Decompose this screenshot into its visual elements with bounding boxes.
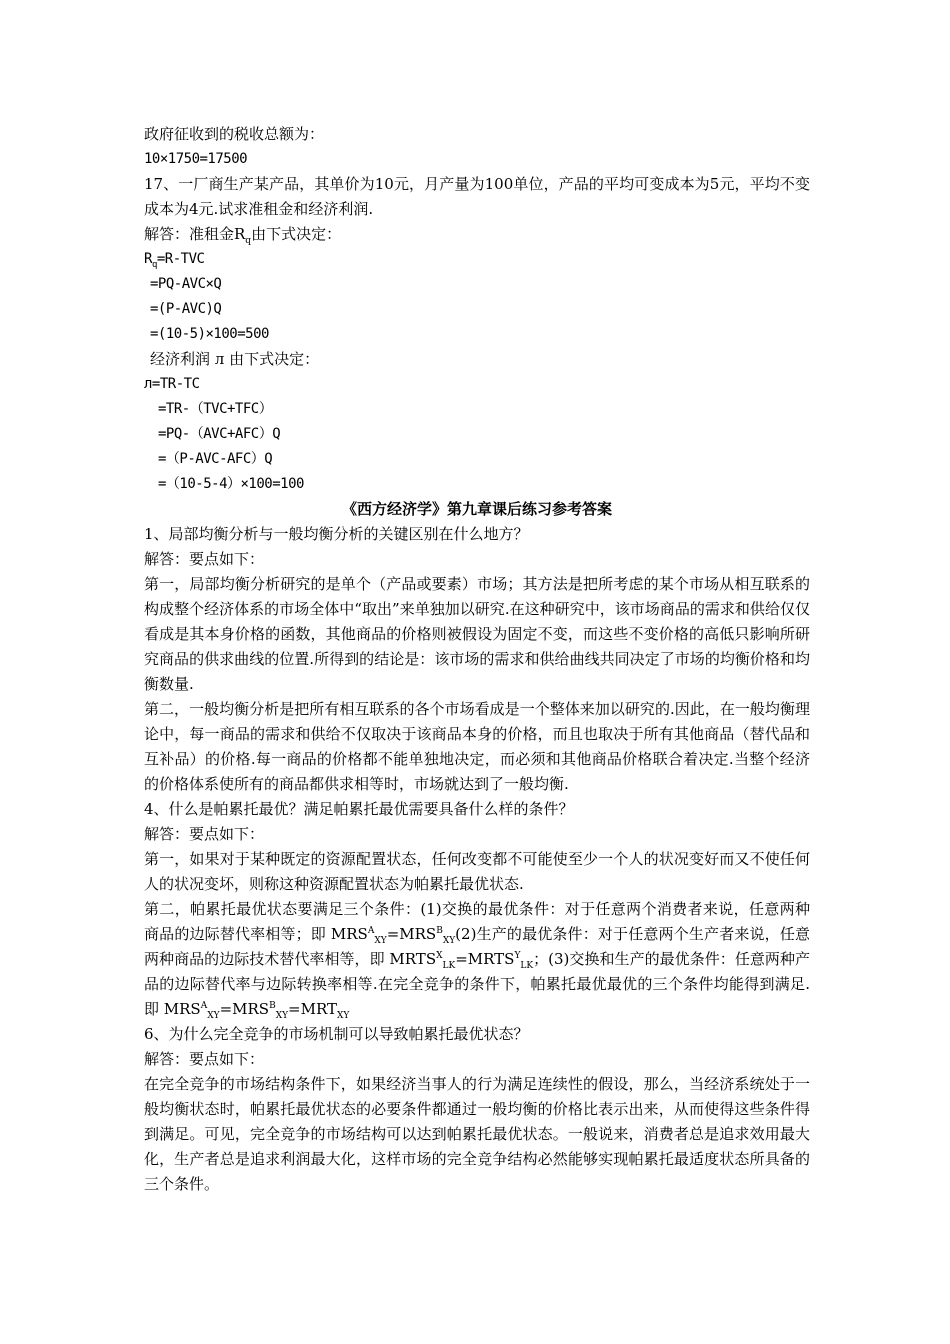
question-6-paragraph-1: 在完全竞争的市场结构条件下，如果经济当事人的行为满足连续性的假设，那么，当经济系统处于一般均衡状态时，帕累托最优状态的必要条件都通过一般均衡的价格比表示出来，从而使得这些条件得到满足。可见，完全竞争的市场结构可以达到帕累托最优状态。一般说来，消费者总是追求效用最大化，生产者总是追求利润最大化，这样市场的完全竞争结构必然能够实现帕累托最适度状态所具备的三个条件。 (144, 1075, 810, 1193)
answer-17-intro: 解答：准租金$R_q$由下式决定： (144, 225, 342, 246)
equation-profit-3: =PQ-（AVC+AFC）Q (158, 426, 281, 442)
question-6-answer-label: 解答：要点如下： (144, 1050, 265, 1068)
chapter-heading: 《西方经济学》第九章课后练习参考答案 (341, 500, 612, 518)
equation-profit-4: =（P-AVC-AFC）Q (158, 451, 273, 467)
question-1-paragraph-1: 第一，局部均衡分析研究的是单个（产品或要素）市场；其方法是把所考虑的某个市场从相互联系的构成整个经济体系的市场全体中“取出”来单独加以研究.在这种研究中，该市场商品的需求和供给仅仅看成是其本身价格的函数，其他商品的价格则被假设为固定不变，而这些不变价格的高低只影响所研究商品的供求曲线的位置.所得到的结论是：该市场的需求和供给曲线共同决定了市场的均衡价格和均衡数量. (144, 575, 810, 693)
question-6: 6、为什么完全竞争的市场机制可以导致帕累托最优状态？ (144, 1025, 529, 1043)
equation-profit-5: =（10-5-4）×100=100 (158, 476, 304, 492)
equation-profit-1: л=TR-TC (144, 376, 200, 392)
question-4-paragraph-1: 第一，如果对于某种既定的资源配置状态，任何改变都不可能使至少一个人的状况变好而又不使任何人的状况变坏，则称这种资源配置状态为帕累托最优状态. (144, 850, 810, 893)
tax-calc: 10×1750=17500 (144, 151, 248, 167)
tax-label: 政府征收到的税收总额为： (144, 125, 325, 143)
equation-rq-1: $R_q=R$-TVC (144, 251, 205, 270)
question-1-answer-label: 解答：要点如下： (144, 550, 265, 568)
question-4-answer-label: 解答：要点如下： (144, 825, 265, 843)
profit-intro: 经济利润 л 由下式决定： (150, 350, 320, 368)
document-page (144, 122, 810, 1197)
equation-rq-3: =(P-AVC)Q (150, 301, 222, 317)
question-17: 17、一厂商生产某产品，其单价为10元，月产量为100单位，产品的平均可变成本为5元，平均不变成本为4元.试求准租金和经济利润. (144, 175, 810, 218)
question-4-paragraph-2: 第二，帕累托最优状态要满足三个条件：(1)交换的最优条件：对于任意两个消费者来说，任意两种商品的边际替代率相等；即 $MRS^A_{XY}=MRS^B_{XY}(2)$生产的最优条件：对于任意两个生产者来说，任意两种商品的边际技术替代率相等，即 $MRTS^X_{LK}=MRTS^Y_{LK}$；(3)交换和生产的最优条件：任意两种产品的边际替代率与边际转换率相等.在完全竞争的条件下，帕累托最优最优的三个条件均能得到满足.即 $MRS^A_{XY}=MRS^B_{XY}=MRT_{XY}$ (144, 900, 811, 1021)
question-1-paragraph-2: 第二，一般均衡分析是把所有相互联系的各个市场看成是一个整体来加以研究的.因此，在一般均衡理论中，每一商品的需求和供给不仅取决于该商品本身的价格，而且也取决于所有其他商品（替代品和互补品）的价格.每一商品的价格都不能单独地决定，而必须和其他商品价格联合着决定.当整个经济的价格体系使所有的商品都供求相等时，市场就达到了一般均衡. (144, 700, 810, 793)
question-4: 4、什么是帕累托最优？满足帕累托最优需要具备什么样的条件？ (144, 800, 574, 818)
equation-rq-4: =(10-5)×100=500 (150, 326, 269, 342)
equation-profit-2: =TR-（TVC+TFC） (158, 401, 273, 417)
equation-rq-2: =PQ-AVC×Q (150, 276, 222, 292)
question-1: 1、局部均衡分析与一般均衡分析的关键区别在什么地方？ (144, 525, 529, 543)
